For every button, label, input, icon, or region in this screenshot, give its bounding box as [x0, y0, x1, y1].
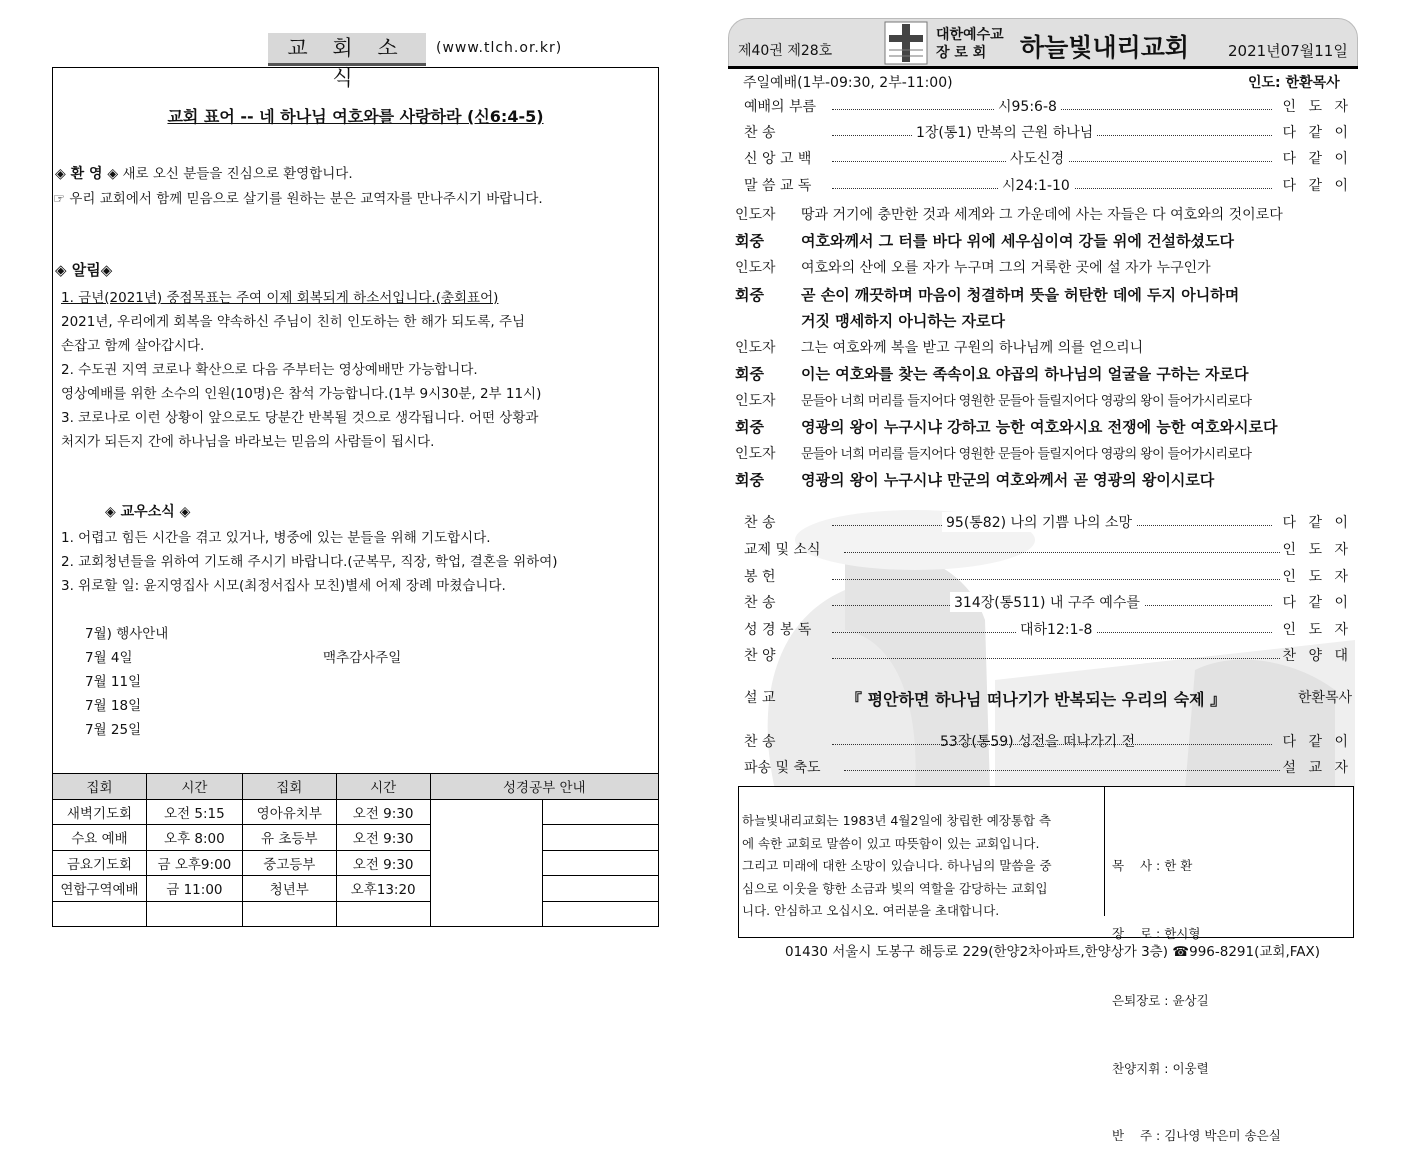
speaker: 인도자	[735, 207, 776, 223]
order-label: 예배의 부름	[744, 99, 817, 115]
reading-text: 문들아 너희 머리를 들지어다 영원한 문들아 들릴지어다 영광의 왕이 들어가시리로다	[801, 447, 1252, 462]
intro-line: 니다. 안심하고 오십시오. 여러분을 초대합니다.	[742, 903, 1000, 918]
table-row	[53, 901, 659, 927]
speaker: 인도자	[735, 340, 776, 356]
reading-text: 문들아 너희 머리를 들지어다 영원한 문들아 들릴지어다 영광의 왕이 들어가시리로다	[801, 394, 1252, 409]
table-cell: 오후13:20	[336, 876, 430, 902]
staff-line: 목 사 : 한 환	[1112, 858, 1193, 873]
order-label: 봉 헌	[744, 569, 776, 585]
intro-line: 에 속한 교회로 말씀이 있고 따뜻함이 있는 교회입니다.	[742, 835, 1040, 851]
order-label: 성 경 봉 독	[744, 622, 812, 638]
table-row	[53, 876, 659, 902]
notice-item: 2021년, 우리에게 회복을 약속하신 주님이 친히 인도하는 한 해가 되도록, 주님	[61, 314, 526, 330]
table-cell	[543, 799, 659, 825]
dotted-leader	[832, 658, 1280, 659]
staff-line: 반 주 : 김나영 박은미 송은실	[1112, 1128, 1281, 1143]
order-row	[736, 731, 1352, 755]
table-cell: 새벽기도회	[53, 799, 147, 825]
speaker: 인도자	[735, 446, 776, 462]
welcome-invite: ☞ 우리 교회에서 함께 믿음으로 살기를 원하는 분은 교역자를 만나주시기 바랍니다.	[53, 191, 543, 207]
order-who: 인 도 자	[1282, 542, 1352, 558]
order-detail: 사도신경	[1006, 148, 1068, 168]
denomination-line1: 대한예수교	[936, 27, 1004, 43]
speaker: 회중	[735, 286, 764, 304]
order-label: 찬 송	[744, 595, 776, 611]
order-who: 다 같 이	[1282, 125, 1352, 141]
order-who: 다 같 이	[1282, 151, 1352, 167]
order-who: 다 같 이	[1282, 734, 1352, 750]
order-detail: 대하12:1-8	[1016, 619, 1096, 639]
table-cell: 오전 9:30	[336, 850, 430, 876]
order-row	[736, 539, 1352, 563]
notice-heading: ◈ 알림◈	[55, 261, 113, 279]
order-detail: 1장(통1) 만복의 근원 하나님	[912, 122, 1097, 142]
notice-item: 3. 코로나로 이런 상황이 앞으로도 당분간 반복될 것으로 생각됩니다. 어떤 상황과	[61, 410, 539, 426]
table-header-row	[53, 774, 659, 800]
speaker: 인도자	[735, 393, 776, 409]
reading-text: 영광의 왕이 누구시냐 만군의 여호와께서 곧 영광의 왕이시로다	[801, 471, 1215, 489]
reading-text: 영광의 왕이 누구시냐 강하고 능한 여호와시요 전쟁에 능한 여호와시로다	[801, 418, 1278, 436]
reading-text: 땅과 거기에 충만한 것과 세계와 그 가운데에 사는 자들은 다 여호와의 것이로다	[801, 207, 1283, 223]
meeting-schedule-table	[52, 773, 659, 927]
preacher: 한환목사	[1297, 690, 1352, 706]
church-news-title: 교 회 소 식	[268, 33, 426, 66]
reading-text: 여호와의 산에 오를 자가 누구며 그의 거룩한 곳에 설 자가 누구인가	[801, 260, 1211, 276]
event-date: 7월 25일	[85, 722, 142, 738]
denomination-line2: 장 로 회	[936, 45, 987, 61]
dotted-leader	[844, 770, 1280, 771]
welcome-heading: ◈ 환 영 ◈	[55, 166, 119, 182]
event-date: 7월 4일	[85, 650, 133, 666]
table-cell: 유 초등부	[242, 825, 336, 851]
reading-text: 곧 손이 깨끗하며 마음이 청결하며 뜻을 허탄한 데에 두지 아니하며	[801, 286, 1240, 304]
reading-text: 그는 여호와께 복을 받고 구원의 하나님께 의를 얻으리니	[801, 340, 1144, 356]
bible-study-cell	[430, 799, 543, 927]
table-cell: 영아유치부	[242, 799, 336, 825]
speaker: 회중	[735, 232, 764, 250]
dotted-leader	[832, 579, 1280, 580]
table-cell: 금 오후9:00	[146, 850, 242, 876]
order-row	[736, 619, 1352, 643]
order-who: 인 도 자	[1282, 99, 1352, 115]
church-motto: 교회 표어 -- 네 하나님 여호와를 사랑하라 (신6:4-5)	[167, 107, 544, 126]
order-row	[736, 512, 1352, 536]
table-cell: 연합구역예배	[53, 876, 147, 902]
service-leader: 인도: 한환목사	[1248, 75, 1340, 91]
order-label: 찬 송	[744, 734, 776, 750]
order-who: 다 같 이	[1282, 595, 1352, 611]
notice-item: 영상예배를 위한 소수의 인원(10명)은 참석 가능합니다.(1부 9시30분, 2부 11시)	[61, 386, 542, 402]
order-label: 교제 및 소식	[744, 542, 821, 558]
table-cell	[336, 901, 430, 927]
event-name: 맥추감사주일	[323, 650, 402, 666]
order-detail: 95(통82) 나의 기쁨 나의 소망	[942, 512, 1136, 532]
order-row	[736, 175, 1352, 199]
bulletin-date: 2021년07월11일	[1228, 42, 1348, 60]
table-cell: 오전 9:30	[336, 825, 430, 851]
staff-line: 은퇴장로 : 윤상길	[1112, 993, 1209, 1008]
table-row	[53, 850, 659, 876]
col-header: 시간	[336, 774, 430, 800]
church-cross-logo-icon	[883, 20, 929, 66]
staff-line: 장 로 : 한시형	[1112, 925, 1201, 941]
dotted-leader	[844, 552, 1280, 553]
order-detail: 시24:1-10	[998, 175, 1074, 195]
church-intro	[742, 810, 1102, 923]
intro-line: 그리고 미래에 대한 소망이 있습니다. 하나님의 말씀을 중	[742, 858, 1052, 873]
sermon-row	[736, 687, 1352, 713]
order-row	[736, 592, 1352, 616]
members-item: 2. 교회청년들을 위하여 기도해 주시기 바랍니다.(군복무, 직장, 학업, 결혼을 위하여)	[61, 554, 558, 570]
table-cell: 오전 5:15	[146, 799, 242, 825]
staff-line: 찬양지휘 : 이웅렬	[1112, 1060, 1209, 1076]
welcome-text: 새로 오신 분들을 진심으로 환영합니다.	[118, 166, 353, 182]
order-label: 찬 송	[744, 125, 776, 141]
order-label: 찬 양	[744, 648, 776, 664]
order-detail: 314장(통511) 내 구주 예수를	[950, 592, 1144, 612]
table-cell: 오전 9:30	[336, 799, 430, 825]
speaker: 인도자	[735, 260, 776, 276]
order-who: 다 같 이	[1282, 178, 1352, 194]
col-header: 집회	[242, 774, 336, 800]
notice-item: 2. 수도권 지역 코로나 확산으로 다음 주부터는 영상예배만 가능합니다.	[61, 362, 478, 378]
table-cell	[543, 825, 659, 851]
order-who: 찬 양 대	[1282, 648, 1352, 664]
order-who: 설 교 자	[1282, 760, 1352, 776]
church-address: 01430 서울시 도봉구 해등로 229(한양2차아파트,한양상가 3층) ☎996-8291(교회,FAX)	[785, 944, 1321, 960]
order-row	[736, 757, 1352, 781]
table-cell: 금요기도회	[53, 850, 147, 876]
members-item: 1. 어렵고 힘든 시간을 겪고 있거나, 병중에 있는 분들을 위해 기도합시다.	[61, 530, 491, 546]
event-date: 7월 11일	[85, 674, 142, 690]
table-row	[53, 799, 659, 825]
notice-item: 손잡고 함께 살아갑시다.	[61, 338, 205, 354]
table-cell: 오후 8:00	[146, 825, 242, 851]
col-header: 시간	[146, 774, 242, 800]
sermon-title: 『 평안하면 하나님 떠나기가 반복되는 우리의 숙제 』	[846, 690, 1227, 709]
welcome-line	[55, 162, 353, 183]
reading-text: 여호와께서 그 터를 바다 위에 세우심이여 강들 위에 건설하셨도다	[801, 232, 1235, 250]
info-divider	[1104, 786, 1105, 916]
order-who: 다 같 이	[1282, 515, 1352, 531]
table-cell: 중고등부	[242, 850, 336, 876]
order-who: 인 도 자	[1282, 622, 1352, 638]
col-header: 집회	[53, 774, 147, 800]
order-detail: 53장(통59) 성전을 떠나가기 전	[940, 734, 1136, 750]
speaker: 회중	[735, 471, 764, 489]
table-row	[53, 825, 659, 851]
header-divider	[728, 66, 1358, 69]
table-cell	[242, 901, 336, 927]
table-cell	[543, 850, 659, 876]
order-row	[736, 122, 1352, 146]
order-who: 인 도 자	[1282, 569, 1352, 585]
table-cell	[543, 876, 659, 902]
reading-text: 이는 여호와를 찾는 족속이요 야곱의 하나님의 얼굴을 구하는 자로다	[801, 365, 1249, 383]
website-url[interactable]: (www.tlch.or.kr)	[436, 40, 563, 56]
table-cell	[53, 901, 147, 927]
events-heading: 7월) 행사안내	[85, 626, 169, 642]
order-detail: 시95:6-8	[994, 96, 1061, 116]
notice-item: 1. 금년(2021년) 중점목표는 주여 이제 회복되게 하소서입니다.(총회표어)	[61, 290, 499, 306]
members-item: 3. 위로할 일: 윤지영집사 시모(최정서집사 모친)별세 어제 장례 마쳤습니다.	[61, 578, 506, 594]
church-name: 하늘빛내리교회	[1020, 33, 1190, 62]
notice-item: 처지가 되든지 간에 하나님을 바라보는 믿음의 사람들이 됩시다.	[61, 434, 435, 450]
service-times: 주일예배(1부-09:30, 2부-11:00)	[743, 75, 953, 91]
order-row	[736, 645, 1352, 669]
sermon-label: 설 교	[744, 690, 776, 706]
table-cell	[146, 901, 242, 927]
event-date: 7월 18일	[85, 698, 142, 714]
order-label: 찬 송	[744, 515, 776, 531]
table-cell	[543, 901, 659, 927]
order-label: 신 앙 고 백	[744, 151, 812, 167]
intro-line: 하늘빛내리교회는 1983년 4월2일에 창립한 예장통합 측	[742, 813, 1052, 828]
volume-number: 제40권 제28호	[738, 43, 833, 59]
speaker: 회중	[735, 418, 764, 436]
order-row	[736, 566, 1352, 590]
order-label: 파송 및 축도	[744, 760, 821, 776]
order-row	[736, 148, 1352, 172]
news-box	[52, 67, 659, 927]
order-row	[736, 96, 1352, 120]
table-cell: 청년부	[242, 876, 336, 902]
intro-line: 심으로 이웃을 향한 소금과 빛의 역할을 감당하는 교회입	[742, 880, 1048, 896]
table-cell: 수요 예배	[53, 825, 147, 851]
reading-text: 거짓 맹세하지 아니하는 자로다	[801, 312, 1006, 330]
members-heading: ◈ 교우소식 ◈	[105, 504, 191, 520]
table-cell: 금 11:00	[146, 876, 242, 902]
staff-list	[1112, 810, 1281, 1170]
order-label: 말 씀 교 독	[744, 178, 812, 194]
speaker: 회중	[735, 365, 764, 383]
col-header: 성경공부 안내	[430, 774, 658, 800]
